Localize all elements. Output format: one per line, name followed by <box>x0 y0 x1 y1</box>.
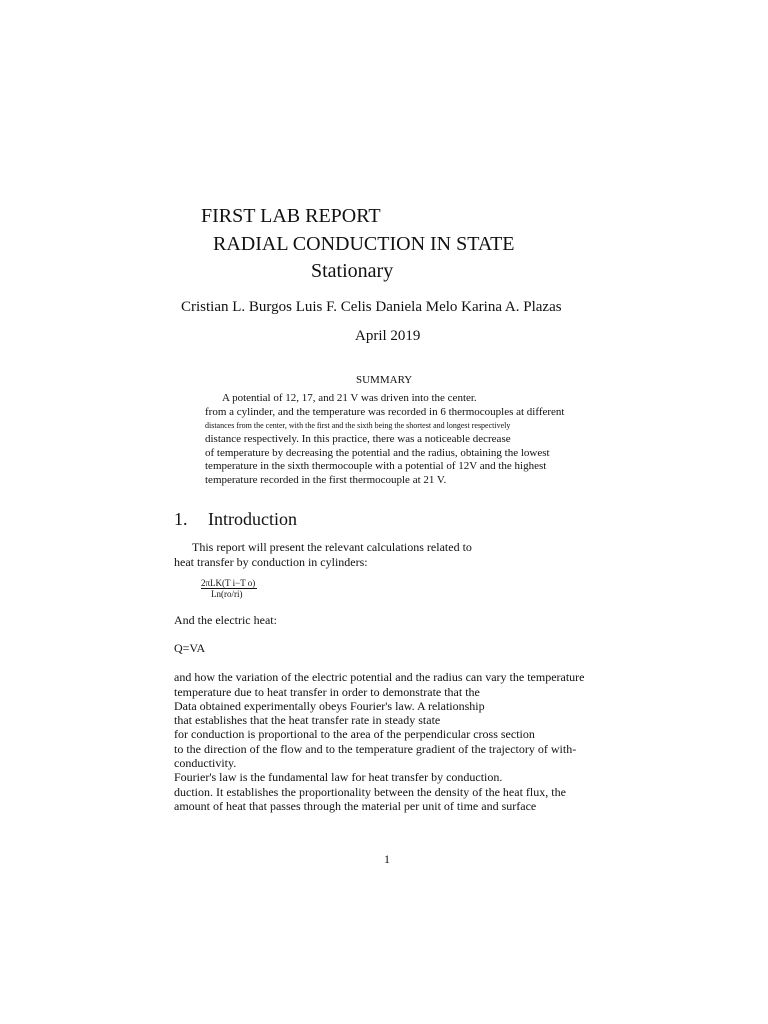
body-line: for conduction is proportional to the area of the perpendicular cross section <box>174 727 535 741</box>
section-number: 1. <box>174 509 188 529</box>
summary-line: temperature recorded in the first thermocouple at 21 V. <box>205 474 447 486</box>
body-line: to the direction of the flow and to the temperature gradient of the trajectory of with- <box>174 742 577 756</box>
authors: Cristian L. Burgos Luis F. Celis Daniela Melo Karina A. Plazas <box>181 299 562 315</box>
summary-line: temperature in the sixth thermocouple with a potential of 12V and the highest <box>205 460 547 472</box>
body-line: duction. It establishes the proportionality between the density of the heat flux, the <box>174 785 566 799</box>
summary-heading: SUMMARY <box>356 374 413 386</box>
formula-numerator: 2πLK(T i−T o) <box>201 578 256 588</box>
body-line: that establishes that the heat transfer rate in steady state <box>174 713 441 727</box>
summary-line: from a cylinder, and the temperature was recorded in 6 thermocouples at different <box>205 406 565 418</box>
summary-line: of temperature by decreasing the potential and the radius, obtaining the lowest <box>205 447 550 459</box>
title-line-1: FIRST LAB REPORT <box>201 205 381 227</box>
summary-line: A potential of 12, 17, and 21 V was driven into the center. <box>222 392 477 404</box>
conduction-formula <box>201 578 257 599</box>
summary-line: distances from the center, with the first and the sixth being the shortest and longest respectively <box>205 421 511 430</box>
body-line: amount of heat that passes through the material per unit of time and surface <box>174 799 537 813</box>
body-line: temperature due to heat transfer in order to demonstrate that the <box>174 685 480 699</box>
title-line-3: Stationary <box>311 260 394 282</box>
electric-heat-formula: Q=VA <box>174 641 206 655</box>
body-line: Fourier's law is the fundamental law for heat transfer by conduction. <box>174 770 503 784</box>
body-line: Data obtained experimentally obeys Fourier's law. A relationship <box>174 699 485 713</box>
formula-denominator: Ln(ro/ri) <box>211 589 243 599</box>
electric-heat-label: And the electric heat: <box>174 613 277 627</box>
title-line-2: RADIAL CONDUCTION IN STATE <box>213 233 515 255</box>
date: April 2019 <box>355 328 421 344</box>
section-title: Introduction <box>208 509 297 529</box>
body-line: and how the variation of the electric potential and the radius can vary the temperature <box>174 670 585 684</box>
body-line: conductivity. <box>174 756 237 770</box>
summary-line: distance respectively. In this practice, there was a noticeable decrease <box>205 433 511 445</box>
page-number: 1 <box>384 852 390 866</box>
intro-line: heat transfer by conduction in cylinders: <box>174 555 368 569</box>
intro-line: This report will present the relevant calculations related to <box>192 540 472 554</box>
